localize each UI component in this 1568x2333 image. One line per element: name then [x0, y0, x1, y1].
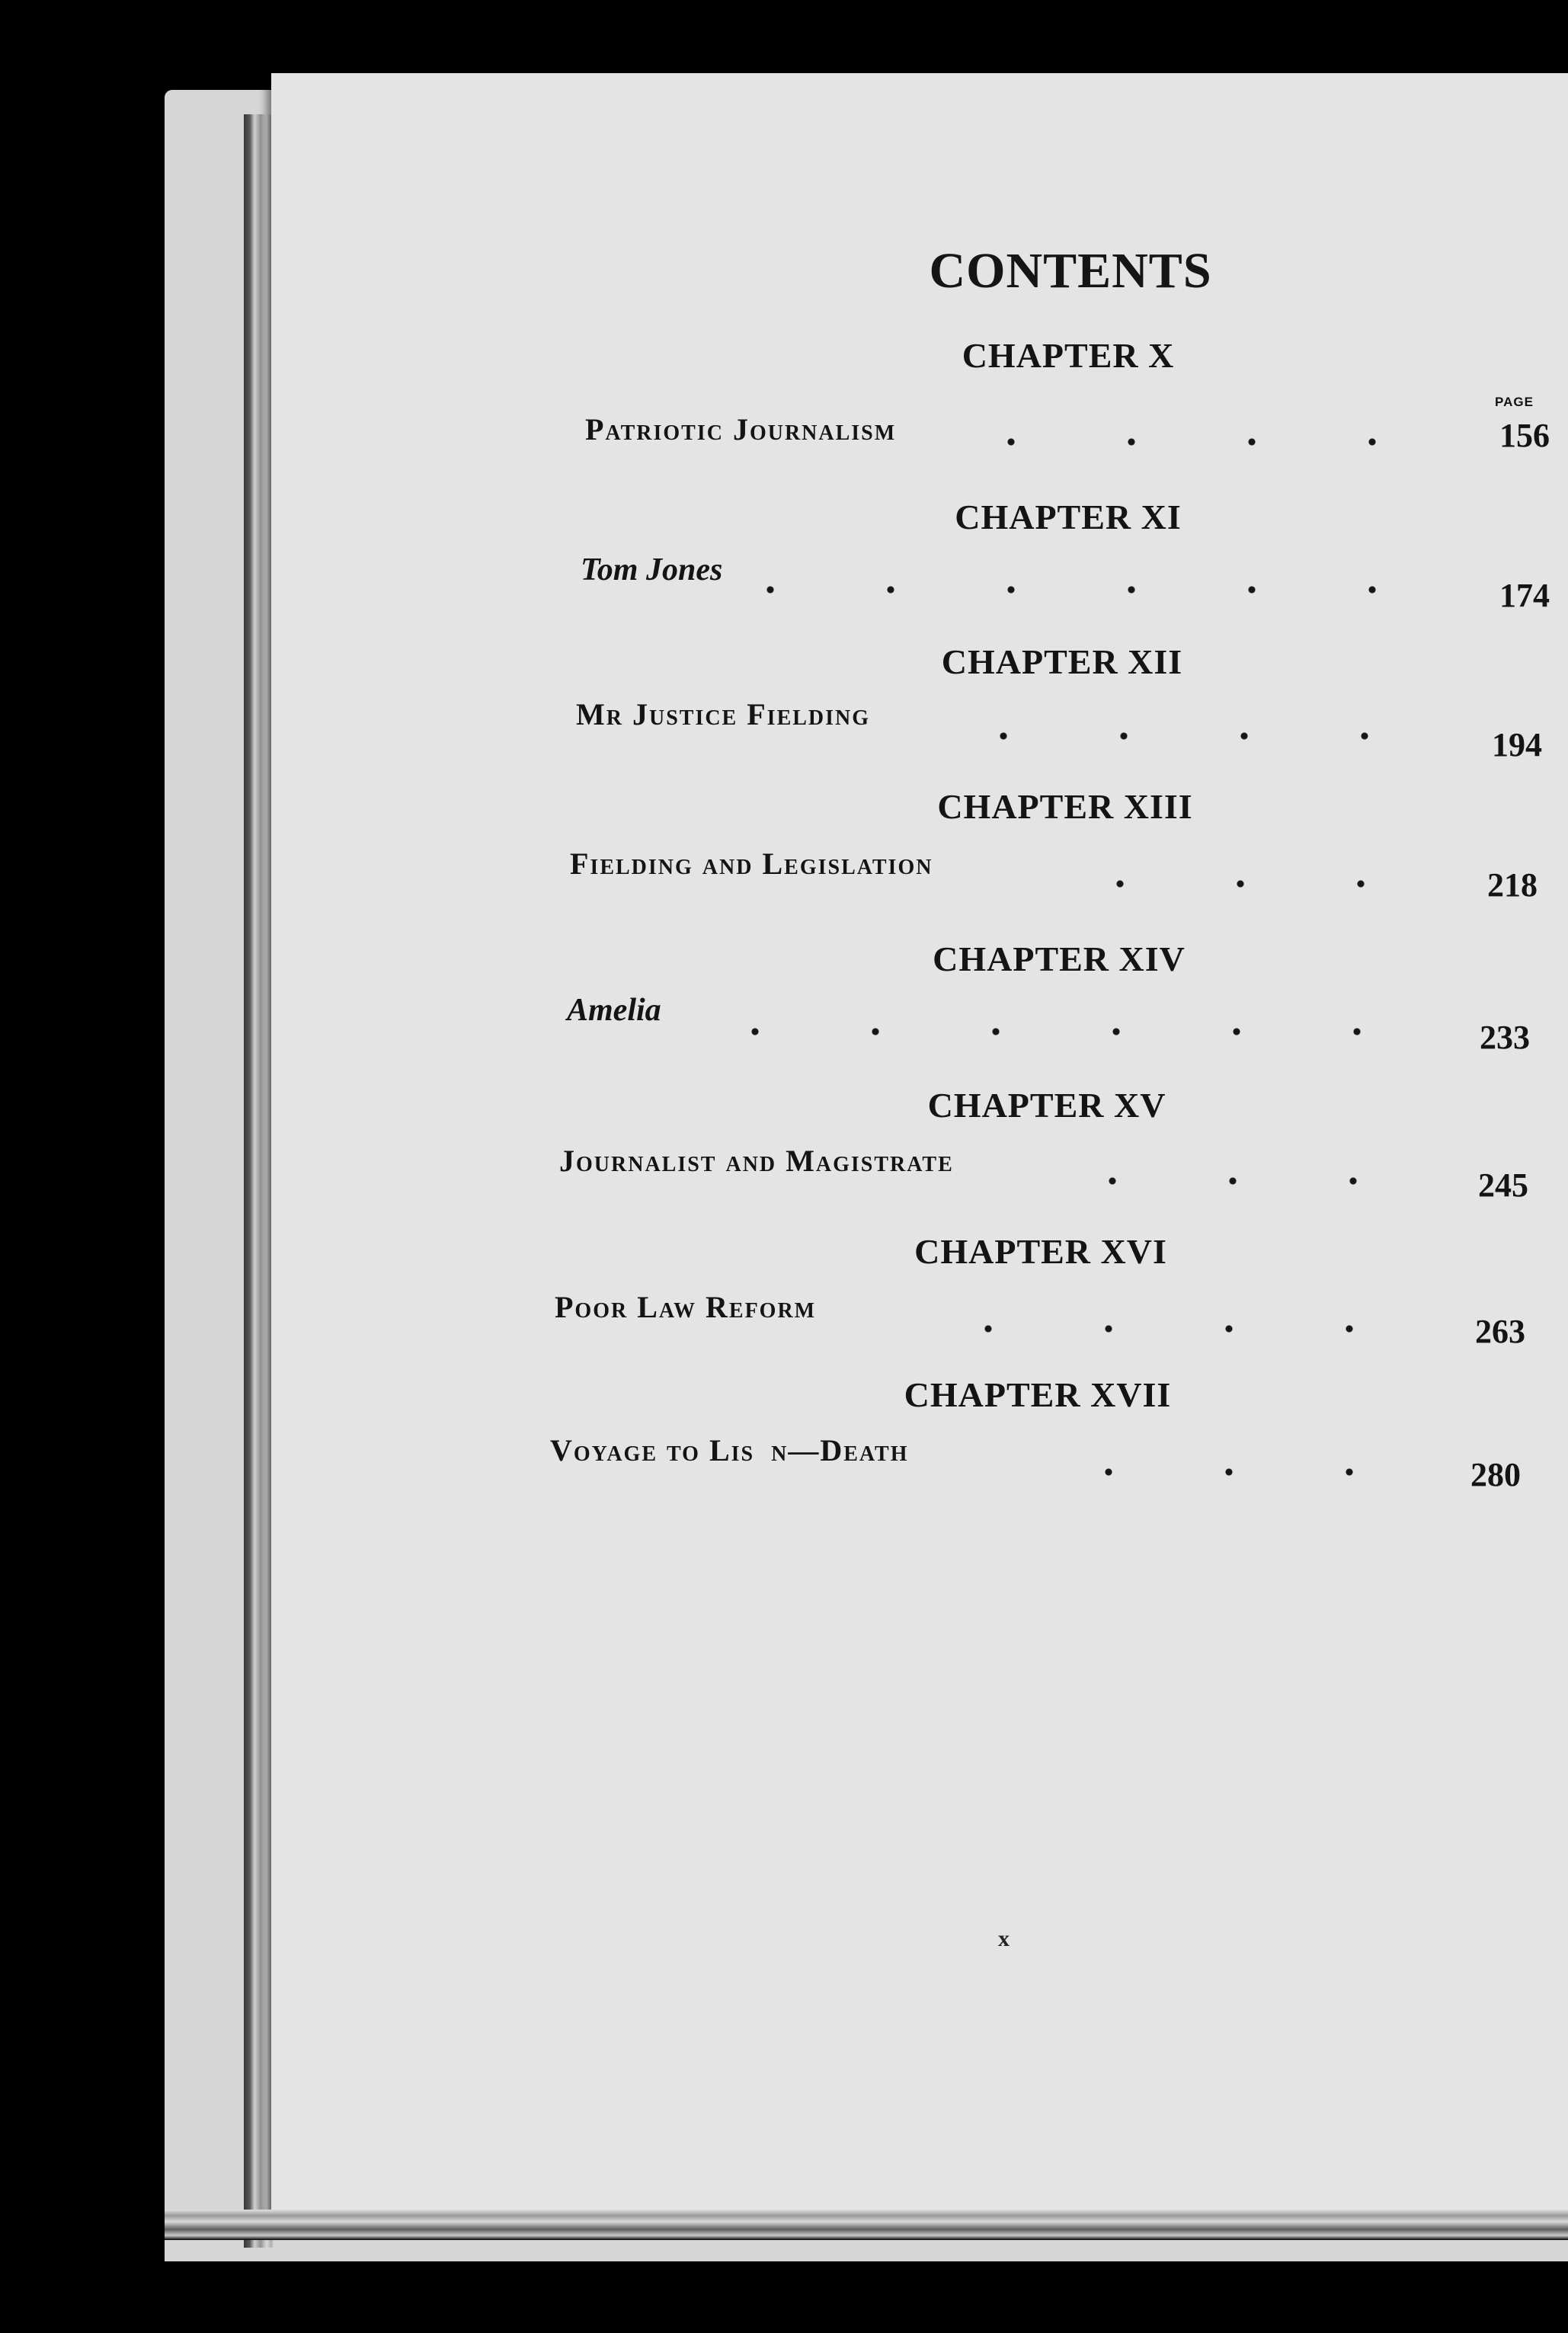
dot-leaders [762, 582, 1432, 597]
chapter-title: Tom Jones [581, 552, 723, 587]
toc-entry [0, 1375, 1568, 1519]
toc-entry [0, 497, 1568, 642]
page-number: 245 [1478, 1166, 1528, 1204]
toc-entry [0, 786, 1568, 931]
page-folio: x [998, 1926, 1010, 1951]
dot-leaders [1006, 876, 1421, 891]
toc-entry [0, 642, 1568, 786]
chapter-heading: CHAPTER XI [955, 498, 1182, 536]
chapter-heading: CHAPTER XIV [933, 939, 1186, 978]
chapter-title: Poor Law Reform [555, 1290, 817, 1324]
page-number: 194 [1492, 726, 1542, 763]
page-number: 218 [1487, 866, 1538, 904]
chapter-title: Mr Justice Fielding [576, 697, 871, 731]
toc-entry [0, 1085, 1568, 1230]
chapter-heading: CHAPTER XII [941, 642, 1183, 681]
chapter-heading: CHAPTER XVII [904, 1375, 1172, 1414]
chapter-title: Patriotic Journalism [585, 412, 897, 446]
chapter-title: Amelia [567, 993, 661, 1028]
page-number: 263 [1475, 1313, 1525, 1350]
dot-leaders [1021, 1464, 1410, 1480]
page-number: 156 [1499, 417, 1550, 454]
toc-entry [0, 1231, 1568, 1376]
dot-leaders [945, 434, 1432, 450]
chapter-title: Journalist and Magistrate [559, 1144, 954, 1178]
chapter-heading: CHAPTER XV [927, 1086, 1166, 1125]
contents-title: CONTENTS [929, 243, 1212, 299]
chapter-heading: CHAPTER XIII [937, 787, 1193, 826]
dot-leaders [876, 1321, 1410, 1336]
toc-entry [0, 939, 1568, 1083]
dot-leaders [1036, 1173, 1413, 1189]
dot-leaders [670, 1024, 1417, 1039]
chapter-title: Voyage to Lis n—Death [550, 1433, 909, 1467]
page-number: 233 [1480, 1019, 1530, 1056]
book-bottom-edge [165, 2210, 1568, 2240]
toc-entry [0, 335, 1568, 480]
chapter-heading: CHAPTER XVI [914, 1232, 1167, 1271]
page-number: 280 [1470, 1456, 1521, 1493]
page-column-label: PAGE [1495, 395, 1534, 409]
chapter-title: Fielding and Legislation [570, 846, 933, 881]
page-number: 174 [1499, 577, 1550, 614]
dot-leaders [930, 728, 1425, 744]
chapter-heading: CHAPTER X [962, 336, 1175, 375]
